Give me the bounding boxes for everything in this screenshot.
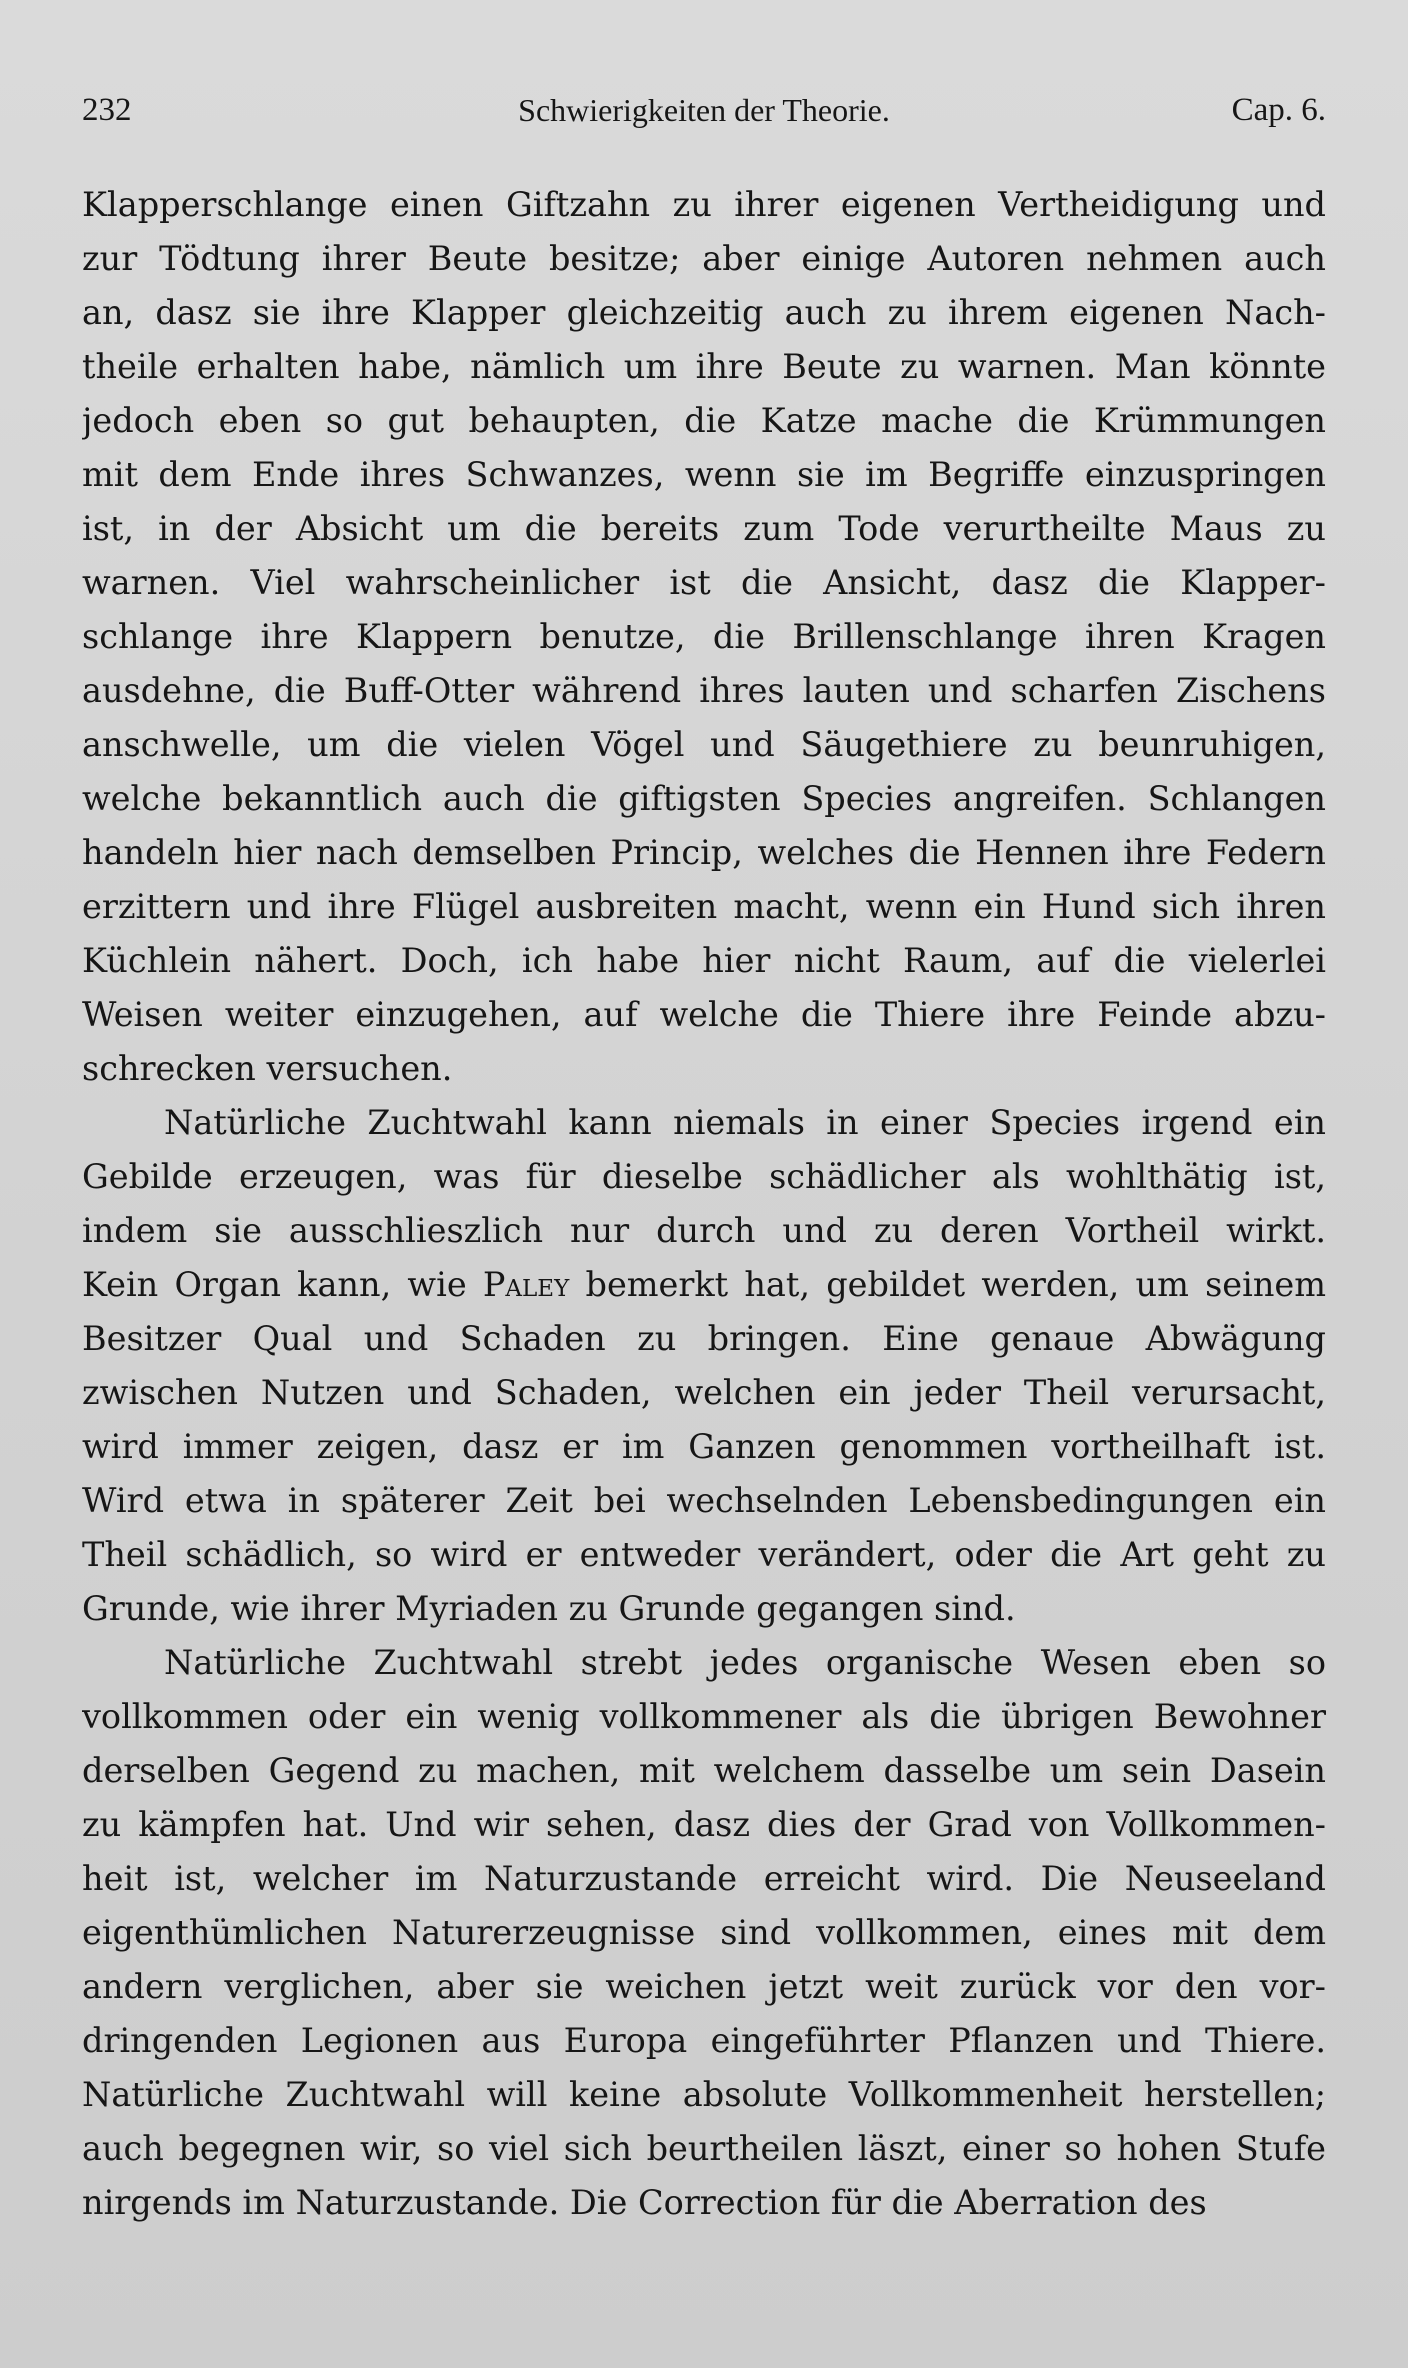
text-line: Natürliche Zuchtwahl strebt jedes organische Wesen eben so	[164, 1643, 1326, 1682]
text-line: wird immer zeigen, dasz er im Ganzen genommen vortheilhaft ist.	[82, 1427, 1326, 1466]
text-line: zur Tödtung ihrer Beute besitze; aber einige Autoren nehmen auch	[82, 239, 1326, 278]
text-line: schlange ihre Klappern benutze, die Brillenschlange ihren Kragen	[82, 617, 1326, 656]
text-line: andern verglichen, aber sie weichen jetzt weit zurück vor den vor-	[82, 1967, 1326, 2006]
text-line: ausdehne, die Buff-Otter während ihres lauten und scharfen Zischens	[82, 671, 1326, 710]
text-line: Grunde, wie ihrer Myriaden zu Grunde gegangen sind.	[82, 1589, 1016, 1628]
chapter-label: Cap. 6.	[1231, 92, 1326, 128]
text-line: jedoch eben so gut behaupten, die Katze mache die Krümmungen	[82, 401, 1326, 440]
text-line: eigenthümlichen Naturerzeugnisse sind vollkommen, eines mit dem	[82, 1913, 1326, 1952]
text-line: indem sie ausschlieszlich nur durch und zu deren Vortheil wirkt.	[82, 1211, 1326, 1250]
page-number: 232	[82, 92, 132, 128]
running-title: Schwierigkeiten der Theorie.	[518, 92, 890, 128]
text-line: schrecken versuchen.	[82, 1049, 453, 1088]
paragraph	[82, 178, 1326, 1096]
text-line: handeln hier nach demselben Princip, welches die Hennen ihre Federn	[82, 833, 1326, 872]
text-line: ist, in der Absicht um die bereits zum Tode verurtheilte Maus zu	[82, 509, 1326, 548]
author-name: Paley	[482, 1265, 570, 1304]
text-line: Besitzer Qual und Schaden zu bringen. Eine genaue Abwägung	[82, 1319, 1326, 1358]
text-line: dringenden Legionen aus Europa eingeführter Pflanzen und Thiere.	[82, 2021, 1326, 2060]
text-line: Wird etwa in späterer Zeit bei wechselnden Lebensbedingungen ein	[82, 1481, 1326, 1520]
text-line: heit ist, welcher im Naturzustande erreicht wird. Die Neuseeland	[82, 1859, 1326, 1898]
text-line: mit dem Ende ihres Schwanzes, wenn sie im Begriffe einzuspringen	[82, 455, 1326, 494]
text-line: welche bekanntlich auch die giftigsten Species angreifen. Schlangen	[82, 779, 1326, 818]
text-line: Natürliche Zuchtwahl kann niemals in einer Species irgend ein	[164, 1103, 1326, 1142]
text-line: zwischen Nutzen und Schaden, welchen ein jeder Theil verursacht,	[82, 1373, 1326, 1412]
text-line: auch begegnen wir, so viel sich beurtheilen läszt, einer so hohen Stufe	[82, 2129, 1326, 2168]
text-line: theile erhalten habe, nämlich um ihre Beute zu warnen. Man könnte	[82, 347, 1326, 386]
text-line: vollkommen oder ein wenig vollkommener als die übrigen Bewohner	[82, 1697, 1326, 1736]
paragraph	[82, 1096, 1326, 1636]
text-line: zu kämpfen hat. Und wir sehen, dasz dies der Grad von Vollkommen-	[82, 1805, 1326, 1844]
text-line: Theil schädlich, so wird er entweder verändert, oder die Art geht zu	[82, 1535, 1326, 1574]
text-line: Küchlein nähert. Doch, ich habe hier nicht Raum, auf die vielerlei	[82, 941, 1326, 980]
text-line: Kein Organ kann, wie Paley bemerkt hat, gebildet werden, um seinem	[82, 1265, 1326, 1304]
text-line: Natürliche Zuchtwahl will keine absolute Vollkommenheit herstellen;	[82, 2075, 1326, 2114]
text-line: erzittern und ihre Flügel ausbreiten macht, wenn ein Hund sich ihren	[82, 887, 1326, 926]
page-header	[82, 92, 1326, 136]
body-text	[82, 178, 1326, 2230]
text-line: nirgends im Naturzustande. Die Correction für die Aberration des	[82, 2183, 1207, 2222]
text-line: an, dasz sie ihre Klapper gleichzeitig auch zu ihrem eigenen Nach-	[82, 293, 1326, 332]
paragraph	[82, 1636, 1326, 2230]
text-line: derselben Gegend zu machen, mit welchem dasselbe um sein Dasein	[82, 1751, 1326, 1790]
text-line: warnen. Viel wahrscheinlicher ist die Ansicht, dasz die Klapper-	[82, 563, 1326, 602]
text-line: Klapperschlange einen Giftzahn zu ihrer eigenen Vertheidigung und	[82, 185, 1326, 224]
text-line: Gebilde erzeugen, was für dieselbe schädlicher als wohlthätig ist,	[82, 1157, 1326, 1196]
text-line: anschwelle, um die vielen Vögel und Säugethiere zu beunruhigen,	[82, 725, 1326, 764]
text-line: Weisen weiter einzugehen, auf welche die Thiere ihre Feinde abzu-	[82, 995, 1326, 1034]
